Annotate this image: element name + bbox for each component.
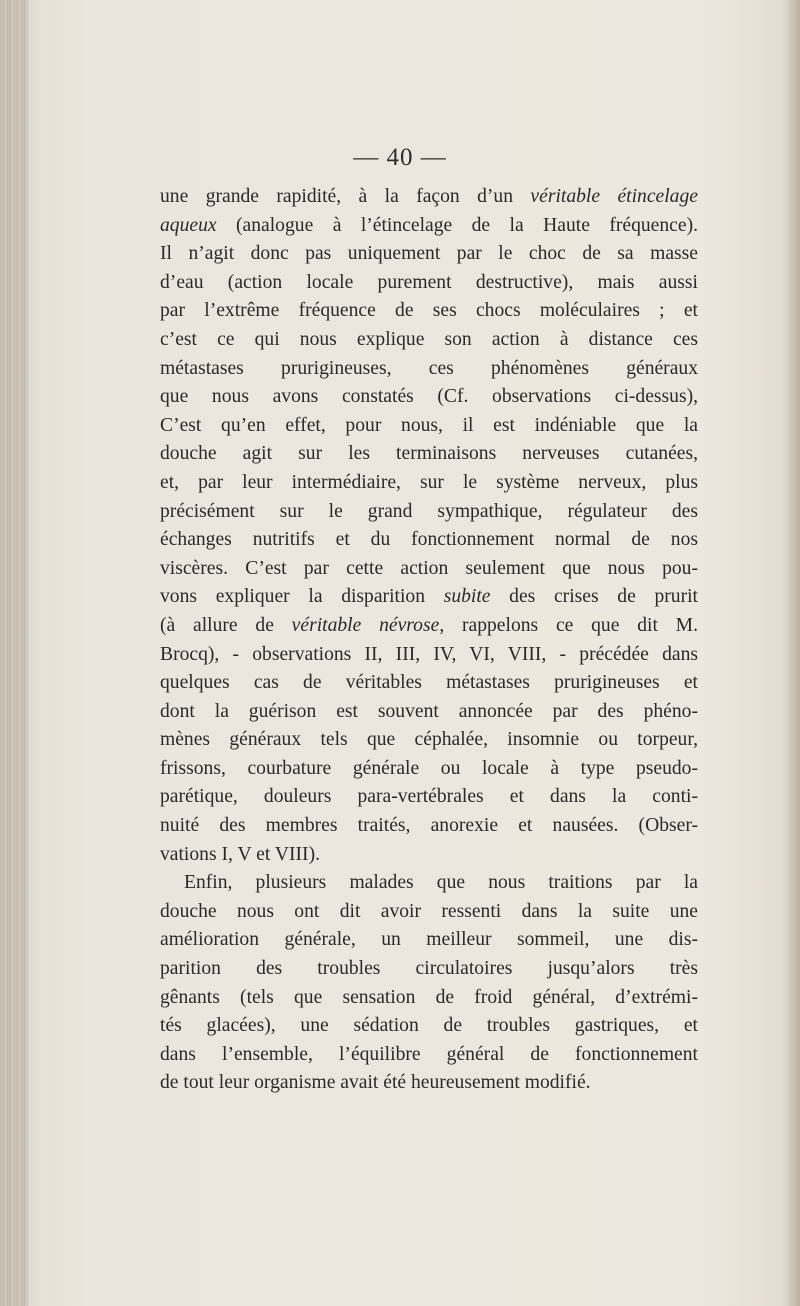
text-line	[160, 1069, 698, 1098]
text-segment: dans l’ensemble, l’équilibre général de fonctionnement	[160, 1043, 698, 1065]
text-segment: parition des troubles circulatoires jusqu’alors très	[160, 958, 698, 980]
text-line	[160, 383, 698, 412]
text-line	[160, 1041, 698, 1070]
text-line	[160, 183, 698, 212]
text-segment: frissons, courbature générale ou locale à type pseudo-	[160, 757, 698, 779]
text-segment: mènes généraux tels que céphalée, insomnie ou torpeur,	[160, 729, 698, 751]
text-segment: précisément sur le grand sympathique, régulateur des	[160, 500, 698, 522]
text-segment: nuité des membres traités, anorexie et nausées. (Obser-	[160, 815, 698, 837]
text-segment: par l’extrême fréquence de ses chocs moléculaires ; et	[160, 300, 698, 322]
text-segment: vons expliquer la disparition	[160, 586, 444, 608]
text-line	[160, 612, 698, 641]
italic-segment: subite	[443, 586, 491, 608]
text-segment: tés glacées), une sédation de troubles gastriques, et	[160, 1015, 698, 1037]
text-segment: de tout leur organisme avait été heureusement modifié.	[160, 1072, 591, 1094]
text-segment: douche nous ont dit avoir ressenti dans la suite une	[160, 900, 698, 922]
text-segment: amélioration générale, un meilleur sommeil, une dis-	[160, 929, 698, 951]
text-segment: c’est ce qui nous explique son action à distance ces	[160, 328, 698, 350]
text-segment: d’eau (action locale purement destructive), mais aussi	[160, 271, 698, 293]
italic-segment: véritable névrose	[291, 614, 440, 636]
text-line	[160, 869, 698, 898]
text-segment: et, par leur intermédiaire, sur le système nerveux, plus	[160, 471, 698, 493]
text-segment: échanges nutritifs et du fonctionnement normal de nos	[160, 529, 698, 551]
text-line	[160, 812, 698, 841]
text-segment: , rappelons ce que dit M.	[439, 614, 698, 636]
text-line	[160, 755, 698, 784]
text-line	[160, 212, 698, 241]
text-line	[160, 440, 698, 469]
text-line	[160, 726, 698, 755]
text-line	[160, 641, 698, 670]
text-line	[160, 240, 698, 269]
page-right-edge	[786, 0, 800, 1306]
text-segment: (analogue à l’étincelage de la Haute fréquence).	[216, 214, 698, 236]
text-segment: quelques cas de véritables métastases prurigineuses et	[160, 672, 698, 694]
text-line	[160, 269, 698, 298]
text-segment: douche agit sur les terminaisons nerveuses cutanées,	[160, 443, 698, 465]
text-line	[160, 669, 698, 698]
text-line	[160, 583, 698, 612]
text-segment: C’est qu’en effet, pour nous, il est indéniable que la	[160, 414, 698, 436]
text-line	[160, 984, 698, 1013]
italic-segment: véritable étincelage	[530, 186, 698, 207]
text-line	[160, 1012, 698, 1041]
text-line	[160, 898, 698, 927]
page-number: — 40 —	[353, 144, 447, 171]
text-line	[160, 955, 698, 984]
text-segment: gênants (tels que sensation de froid général, d’extrémi-	[160, 986, 698, 1008]
text-segment: (à allure de	[160, 614, 292, 636]
text-line	[160, 841, 698, 870]
text-segment: une grande rapidité, à la façon d’un	[160, 186, 531, 207]
text-line	[160, 297, 698, 326]
text-line	[160, 412, 698, 441]
text-line	[160, 698, 698, 727]
text-line	[160, 469, 698, 498]
text-segment: des crises de prurit	[490, 586, 698, 608]
text-line	[160, 498, 698, 527]
text-line	[160, 783, 698, 812]
text-segment: vations I, V et VIII).	[160, 843, 320, 865]
text-line	[160, 355, 698, 384]
text-segment: que nous avons constatés (Cf. observations ci-dessus),	[160, 386, 698, 408]
text-line	[160, 555, 698, 584]
text-segment: parétique, douleurs para-vertébrales et dans la conti-	[160, 786, 698, 808]
text-line	[160, 326, 698, 355]
text-segment: Il n’agit donc pas uniquement par le choc de sa masse	[160, 243, 698, 265]
text-line	[160, 526, 698, 555]
italic-segment: aqueux	[160, 214, 217, 236]
text-segment: dont la guérison est souvent annoncée par des phéno-	[160, 700, 698, 722]
text-segment: métastases prurigineuses, ces phénomènes généraux	[160, 357, 698, 379]
page-binding-edge	[0, 0, 28, 1306]
text-line	[160, 926, 698, 955]
text-segment: Enfin, plusieurs malades que nous traitions par la	[184, 872, 698, 894]
text-segment: Brocq), - observations II, III, IV, VI, VIII, - précédée dans	[160, 643, 698, 665]
text-segment: viscères. C’est par cette action seulement que nous pou-	[160, 557, 698, 579]
body-text	[160, 183, 698, 1098]
